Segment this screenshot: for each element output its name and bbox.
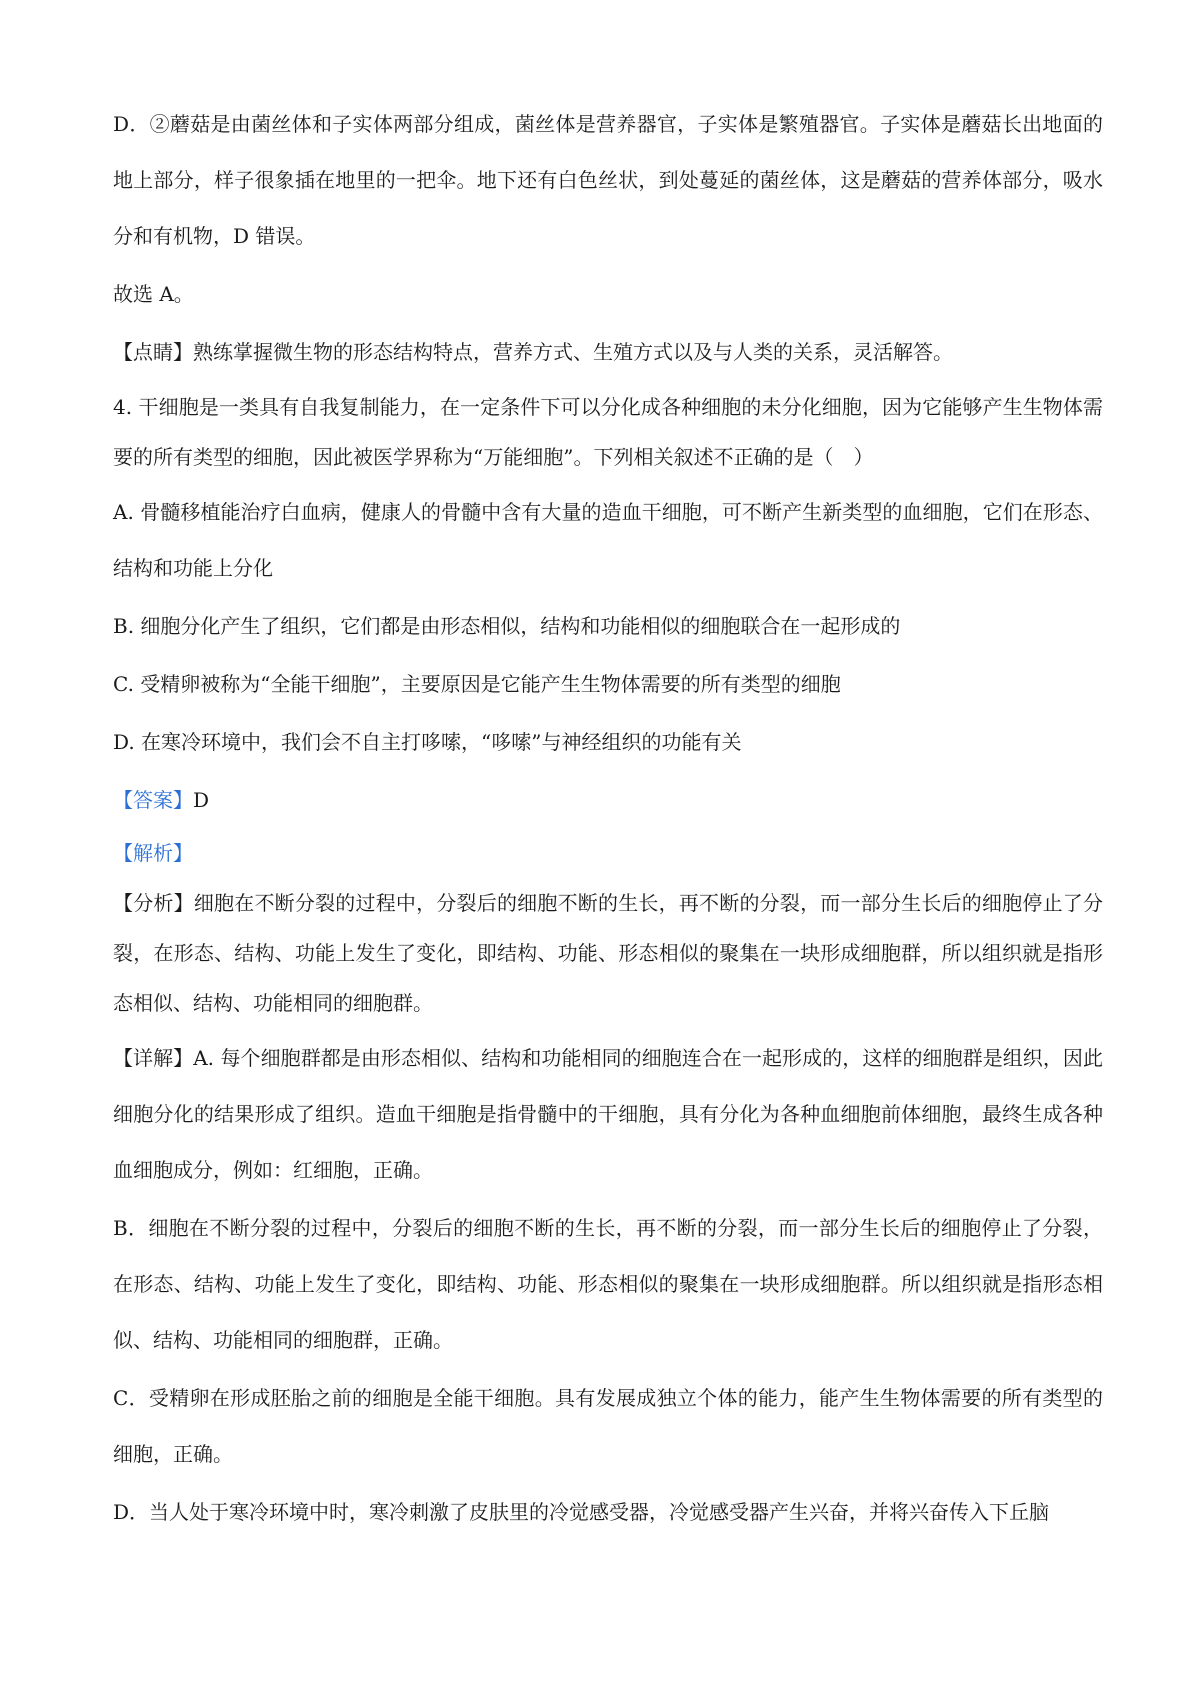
answer-label: 【答案】 — [113, 788, 193, 812]
answer-line — [113, 772, 1103, 828]
document-page — [113, 96, 1103, 1540]
analysis-xiangjie-a: 【详解】A. 每个细胞群都是由形态相似、结构和功能相同的细胞连合在一起形成的，这样的细胞群是组织，因此细胞分化的结果形成了组织。造血干细胞是指骨髓中的干细胞，具有分化为各种血细胞前体细胞，最终生成各种血细胞成分，例如：红细胞，正确。 — [113, 1046, 1103, 1182]
question-4-option-b: B. 细胞分化产生了组织，它们都是由形态相似，结构和功能相似的细胞联合在一起形成的 — [113, 614, 901, 638]
analysis-label — [113, 828, 1103, 878]
question-4-stem: 4. 干细胞是一类具有自我复制能力，在一定条件下可以分化成各种细胞的未分化细胞，因为它能够产生生物体需要的所有类型的细胞，因此被医学界称为“万能细胞”。下列相关叙述不正确的是（ ） — [113, 395, 1103, 469]
prev-option-d-explanation: D．②蘑菇是由菌丝体和子实体两部分组成，菌丝体是营养器官，子实体是繁殖器官。子实体是蘑菇长出地面的地上部分，样子很象插在地里的一把伞。地下还有白色丝状，到处蔓延的菌丝体，这是蘑菇的营养体部分，吸水分和有机物，D 错误。 — [113, 112, 1103, 248]
analysis-fenxi: 【分析】细胞在不断分裂的过程中，分裂后的细胞不断的生长，再不断的分裂，而一部分生长后的细胞停止了分裂，在形态、结构、功能上发生了变化，即结构、功能、形态相似的聚集在一块形成细胞群，所以组织就是指形态相似、结构、功能相同的细胞群。 — [113, 891, 1103, 1015]
analysis-xiangjie-d: D．当人处于寒冷环境中时，寒冷刺激了皮肤里的冷觉感受器，冷觉感受器产生兴奋，并将兴奋传入下丘脑 — [113, 1500, 1050, 1524]
answer-value: D — [193, 788, 210, 812]
question-4-option-a: A. 骨髓移植能治疗白血病，健康人的骨髓中含有大量的造血干细胞，可不断产生新类型的血细胞，它们在形态、结构和功能上分化 — [113, 500, 1103, 580]
analysis-xiangjie-c: C．受精卵在形成胚胎之前的细胞是全能干细胞。具有发展成独立个体的能力，能产生生物体需要的所有类型的细胞，正确。 — [113, 1386, 1103, 1466]
prev-dianjing-note: 【点睛】熟练掌握微生物的形态结构特点，营养方式、生殖方式以及与人类的关系，灵活解答。 — [113, 340, 953, 364]
analysis-xiangjie-b: B．细胞在不断分裂的过程中，分裂后的细胞不断的生长，再不断的分裂，而一部分生长后的细胞停止了分裂，在形态、结构、功能上发生了变化，即结构、功能、形态相似的聚集在一块形成细胞群。所以组织就是指形态相似、结构、功能相同的细胞群，正确。 — [113, 1216, 1103, 1352]
question-4-option-c: C. 受精卵被称为“全能干细胞”，主要原因是它能产生生物体需要的所有类型的细胞 — [113, 672, 841, 696]
question-4-option-d: D. 在寒冷环境中，我们会不自主打哆嗦，“哆嗦”与神经组织的功能有关 — [113, 730, 742, 754]
prev-select-line: 故选 A。 — [113, 282, 194, 306]
analysis-label-text: 【解析】 — [113, 841, 193, 865]
